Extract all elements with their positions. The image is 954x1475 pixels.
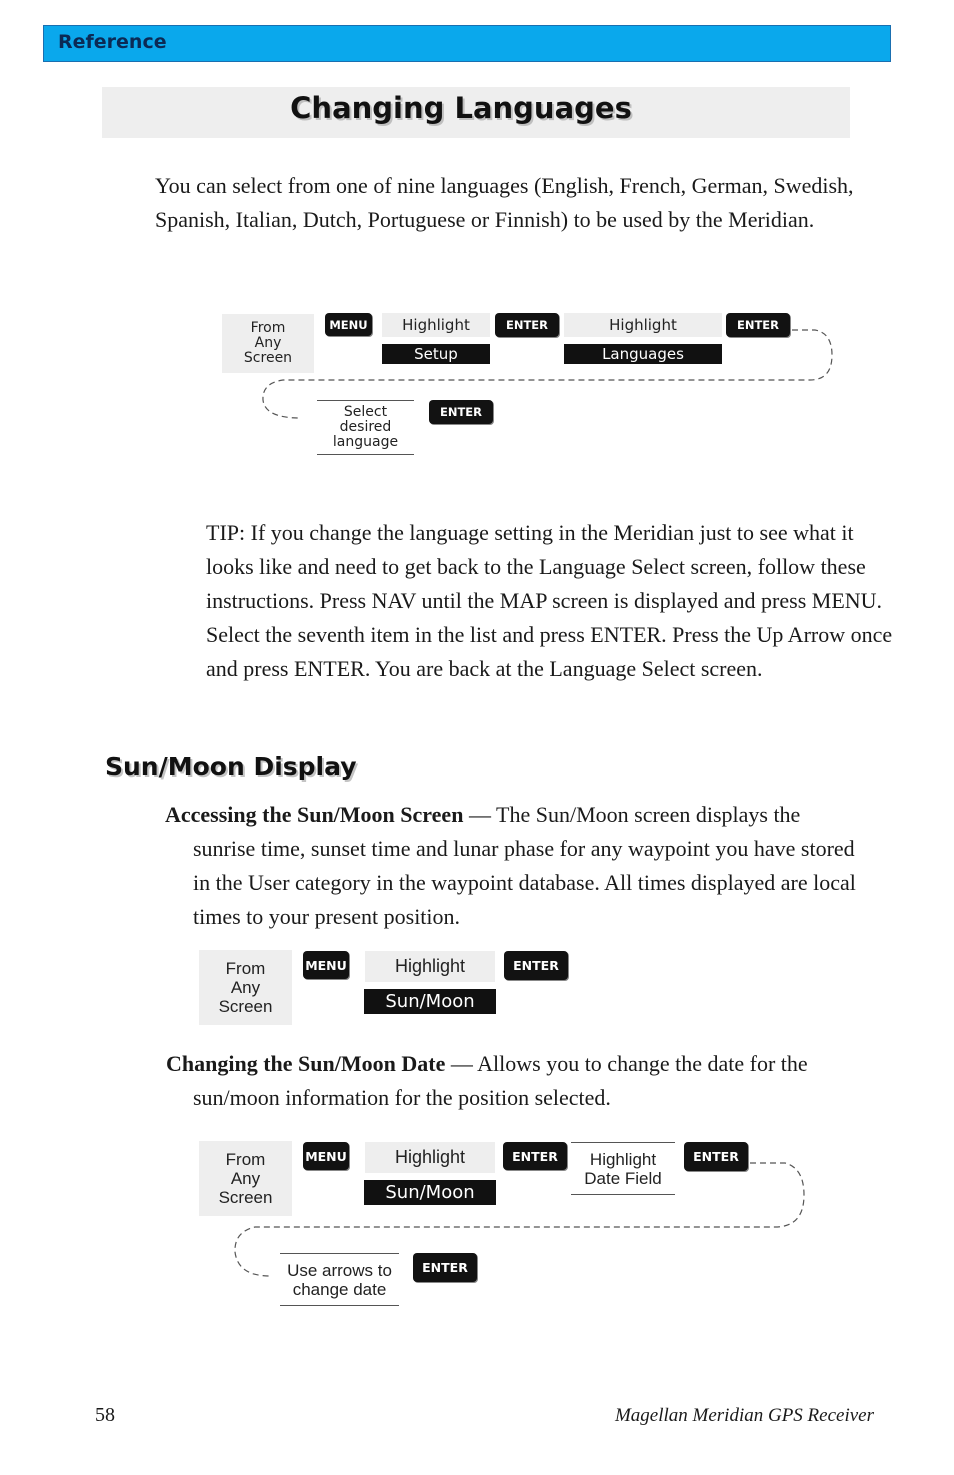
enter-key: ENTER — [504, 951, 568, 980]
menu-key: MENU — [325, 313, 372, 336]
highlight-label: Highlight — [365, 951, 495, 982]
enter-key: ENTER — [495, 313, 559, 337]
footer-manual-title: Magellan Meridian GPS Receiver — [614, 1405, 874, 1426]
from-line: From — [250, 320, 286, 336]
screen-line: Screen — [218, 1188, 273, 1207]
screen-line: Screen — [218, 997, 273, 1016]
setup-menu-item: Setup — [382, 344, 490, 364]
language-line: language — [332, 434, 399, 450]
page-title: Changing Languages — [290, 91, 632, 125]
date-field-line: Date Field — [584, 1168, 662, 1188]
page-number: 58 — [95, 1404, 115, 1426]
section-heading: Sun/Moon Display — [105, 752, 357, 781]
menu-key: MENU — [303, 1142, 349, 1170]
change-date-line: change date — [292, 1279, 387, 1299]
highlight-line: Highlight — [589, 1149, 657, 1169]
section-header-label: Reference — [58, 31, 167, 53]
from-line: From — [225, 1150, 266, 1169]
highlight-label: Highlight — [365, 1142, 495, 1173]
entry-description-start: — Allows you to change the date for the — [445, 1051, 808, 1076]
menu-key: MENU — [303, 951, 349, 979]
entry-accessing-description: sunrise time, sunset time and lunar phase for any waypoint you have stored in the User category in the waypoint database. All times displayed are local times to your present position. — [193, 836, 856, 929]
enter-key: ENTER — [503, 1142, 567, 1170]
entry-term: Changing the Sun/Moon Date — [166, 1051, 446, 1076]
screen-line: Screen — [243, 350, 293, 366]
enter-key: ENTER — [429, 400, 493, 424]
use-arrows-box — [280, 1253, 399, 1306]
desired-line: desired — [339, 419, 392, 435]
entry-term: Accessing the Sun/Moon Screen — [165, 802, 464, 827]
entry-changing-date-description: sun/moon information for the position selected. — [193, 1085, 611, 1110]
entry-description-start: — The Sun/Moon screen displays the — [463, 802, 801, 827]
any-line: Any — [254, 335, 282, 351]
any-line: Any — [230, 1169, 261, 1188]
any-line: Any — [230, 978, 261, 997]
sun-moon-menu-item: Sun/Moon — [364, 989, 496, 1014]
highlight-label: Highlight — [564, 313, 722, 337]
enter-key: ENTER — [684, 1142, 748, 1171]
intro-paragraph: You can select from one of nine languages (English, French, German, Swedish, Spanish, Italian, Dutch, Portuguese or Finnish) to be used by the Meridian. — [155, 173, 854, 232]
highlight-label: Highlight — [382, 313, 490, 337]
select-line: Select — [343, 404, 388, 420]
tip-paragraph: TIP: If you change the language setting in the Meridian just to see what it looks like and need to get back to the Language Select screen, follow these instructions. Press NAV until the MAP screen is displayed and press MENU. Select the seventh item in the list and press ENTER. Press the Up Arrow once and press ENTER. You are back at the Language Select screen. — [206, 520, 893, 681]
sun-moon-menu-item: Sun/Moon — [364, 1180, 496, 1205]
use-arrows-line: Use arrows to — [287, 1260, 392, 1280]
enter-key: ENTER — [413, 1253, 477, 1282]
from-line: From — [225, 959, 266, 978]
languages-menu-item: Languages — [564, 344, 722, 364]
enter-key: ENTER — [726, 313, 790, 337]
